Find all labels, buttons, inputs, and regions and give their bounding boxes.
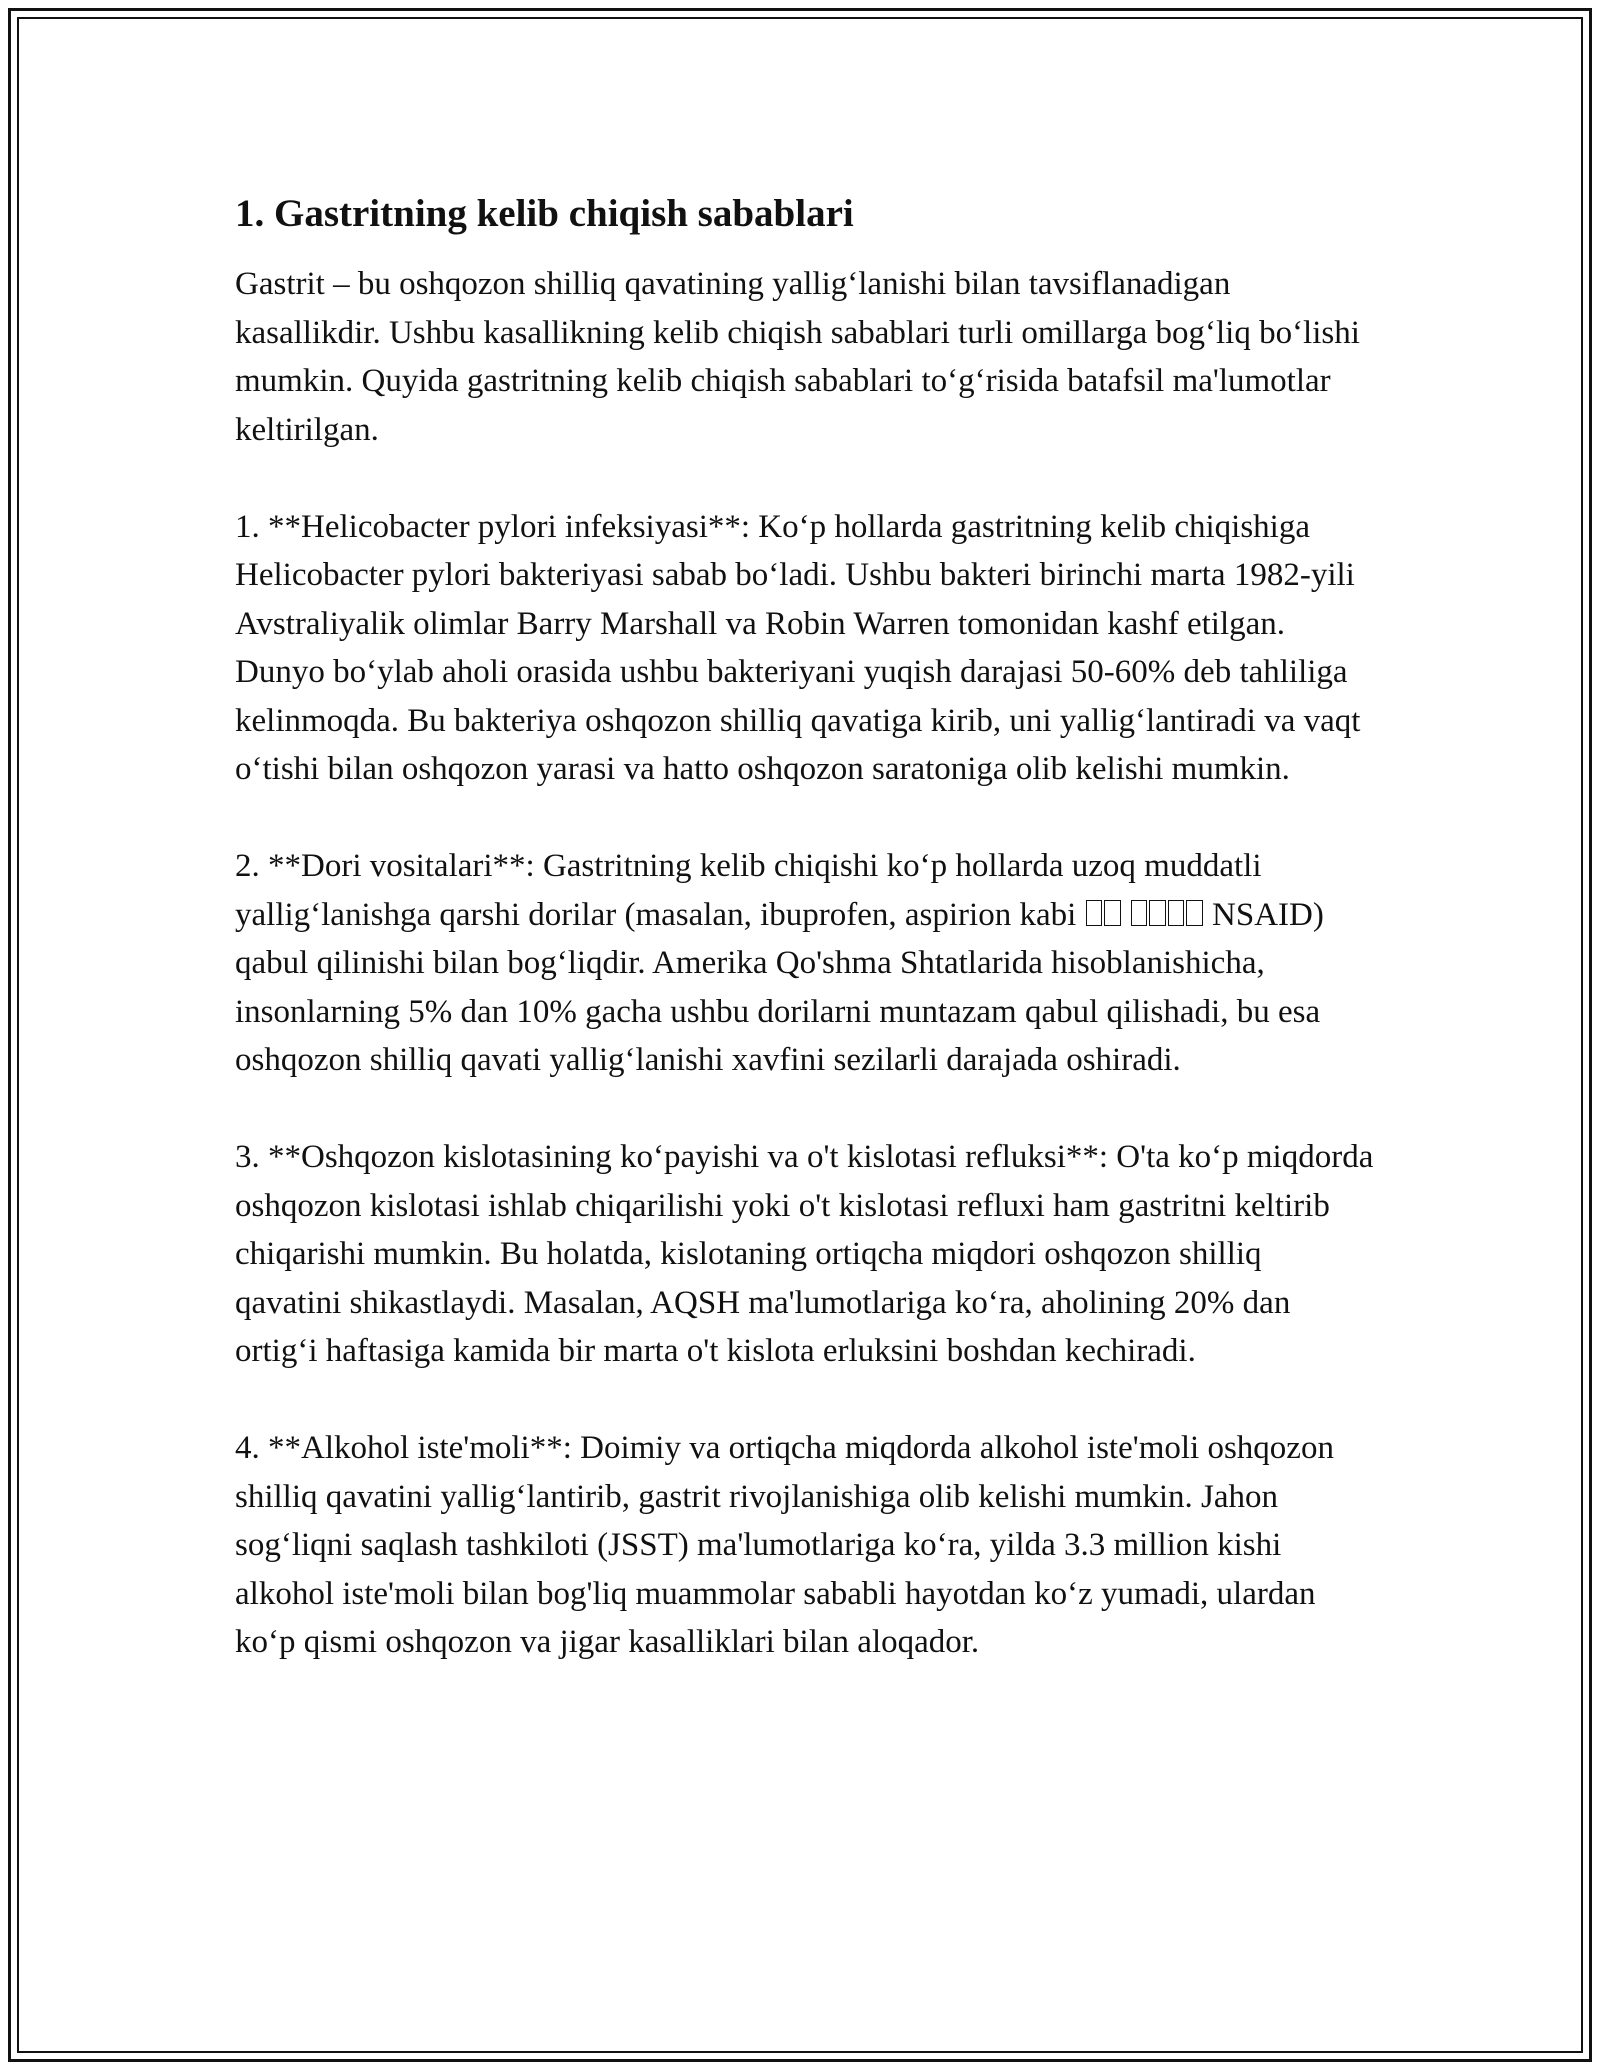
- cause-item-acid-reflux: 3. **Oshqozon kislotasining ko‘payishi va o't kislotasi refluksi**: O'ta ko‘p miqdorda oshqozon kislotasi ishlab chiqarilishi yoki o't kislotasi refluxi ham gastritni keltirib chiqarishi mumkin. Bu holatda, kislotaning ortiqcha miqdori oshqozon shilliq qavatini shikastlaydi. Masalan, AQSH ma'lumotlariga ko‘ra, aholining 20% dan ortig‘i haftasiga kamida bir marta o't kislota erluksini boshdan kechiradi.: [235, 1139, 1374, 1369]
- section-heading: 1. Gastritning kelib chiqish sabablari: [235, 192, 854, 235]
- intro-paragraph: Gastrit – bu oshqozon shilliq qavatining yallig‘lanishi bilan tavsiflanadigan kasallikdir. Ushbu kasallikning kelib chiqish sabablari turli omillarga bog‘liq bo‘lishi mumkin. Quyida gastritning kelib chiqish sabablari to‘g‘risida batafsil ma'lumotlar keltirilgan.: [235, 266, 1360, 448]
- missing-glyph-icon: [1131, 900, 1148, 926]
- missing-glyph-icon: [1149, 900, 1166, 926]
- cause-item-medications-text-start: 2. **Dori vositalari**: Gastritning kelib chiqishi ko‘p hollarda uzoq muddatli yallig‘lanishga qarshi dorilar (masalan, ibuprofen, aspirion kabi: [235, 848, 1262, 933]
- missing-glyph-icon: [1168, 900, 1185, 926]
- missing-glyph-icon: [1086, 900, 1103, 926]
- document-body: [235, 186, 1375, 1715]
- cause-item-helicobacter: 1. **Helicobacter pylori infeksiyasi**: Ko‘p hollarda gastritning kelib chiqishiga Helicobacter pylori bakteriyasi sabab bo‘ladi. Ushbu bakteri birinchi marta 1982-yili Avstraliyalik olimlar Barry Marshall va Robin Warren tomonidan kashf etilgan. Dunyo bo‘ylab aholi orasida ushbu bakteriyani yuqish darajasi 50-60% deb tahliliga kelinmoqda. Bu bakteriya oshqozon shilliq qavatiga kirib, uni yallig‘lantiradi va vaqt o‘tishi bilan oshqozon yarasi va hatto oshqozon saratoniga olib kelishi mumkin.: [235, 508, 1361, 787]
- missing-glyph-icon: [1186, 900, 1203, 926]
- cause-item-medications-text-end: NSAID) qabul qilinishi bilan bog‘liqdir. Amerika Qo'shma Shtatlarida hisoblanishicha, insonlarning 5% dan 10% gacha ushbu dorilarni muntazam qabul qilishadi, bu esa oshqozon shilliq qavati yallig‘lanishi xavfini sezilarli darajada oshiradi.: [235, 896, 1324, 1078]
- missing-glyph-icon: [1104, 900, 1121, 926]
- cause-item-alcohol: 4. **Alkohol iste'moli**: Doimiy va ortiqcha miqdorda alkohol iste'moli oshqozon shilliq qavatini yallig‘lantirib, gastrit rivojlanishiga olib kelishi mumkin. Jahon sog‘liqni saqlash tashkiloti (JSST) ma'lumotlariga ko‘ra, yilda 3.3 million kishi alkohol iste'moli bilan bog'liq muammolar sababli hayotdan ko‘z yumadi, ulardan ko‘p qismi oshqozon va jigar kasalliklari bilan aloqador.: [235, 1430, 1334, 1660]
- cause-item-medications: [235, 842, 1375, 1085]
